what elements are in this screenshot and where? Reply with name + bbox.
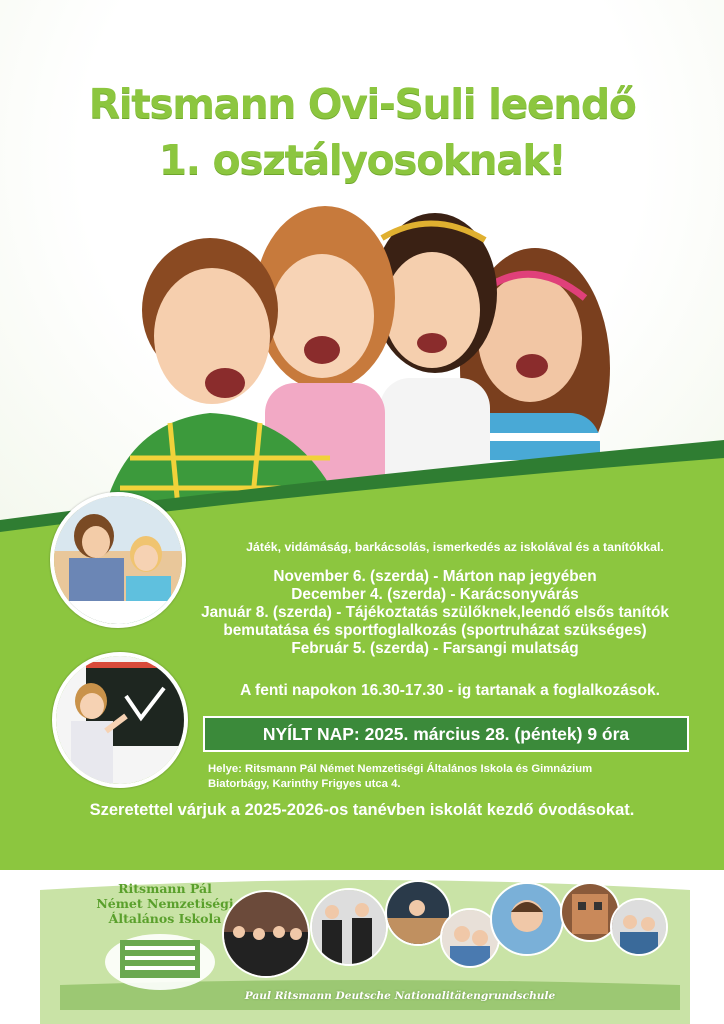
footer-photo-children: [610, 898, 668, 956]
event-january: Január 8. (szerda) - Tájékoztatás szülőknek,leendő elsős tanítók: [201, 604, 669, 621]
school-name-line-2: Német Nemzetiségi: [96, 896, 234, 911]
school-building-icon: [105, 934, 215, 990]
footer-photo-girl: [490, 882, 564, 956]
event-list: [170, 568, 700, 658]
open-day-banner: NYÍLT NAP: 2025. március 28. (péntek) 9 óra: [203, 716, 689, 752]
school-name-line-3: Általános Iskola: [108, 911, 222, 926]
teacher-children-photo: [50, 492, 186, 628]
venue-info: [208, 762, 688, 792]
venue-line-1: Helye: Ritsmann Pál Német Nemzetiségi Általános Iskola és Gimnázium: [208, 763, 593, 775]
event-december: December 4. (szerda) - Karácsonyvárás: [291, 586, 579, 603]
title-line-2: 1. osztályosoknak!: [158, 136, 566, 184]
girl-chalkboard-photo: [52, 652, 188, 788]
event-november: November 6. (szerda) - Márton nap jegyében: [273, 568, 597, 585]
school-german-name: Paul Ritsmann Deutsche Nationalitätengrundschule: [244, 990, 556, 1002]
session-hours: A fenti napokon 16.30-17.30 - ig tartanak a foglalkozások.: [240, 682, 660, 699]
title-line-1: Ritsmann Ovi-Suli leendő: [88, 80, 636, 128]
footer-photo-choir: [222, 890, 310, 978]
event-january-continued: bemutatása és sportfoglalkozás (sportruházat szükséges): [223, 622, 647, 639]
welcome-message: Szeretettel várjuk a 2025-2026-os tanévben iskolát kezdő óvodásokat.: [89, 801, 635, 819]
venue-line-2: Biatorbágy, Karinthy Frigyes utca 4.: [208, 778, 401, 790]
intro-text: Játék, vidámáság, barkácsolás, ismerkedés az iskolával és a tanítókkal.: [246, 540, 664, 554]
event-february: Február 5. (szerda) - Farsangi mulatság: [291, 640, 579, 657]
footer-photo-dancers: [310, 888, 388, 966]
school-name-line-1: Ritsmann Pál: [118, 881, 212, 896]
